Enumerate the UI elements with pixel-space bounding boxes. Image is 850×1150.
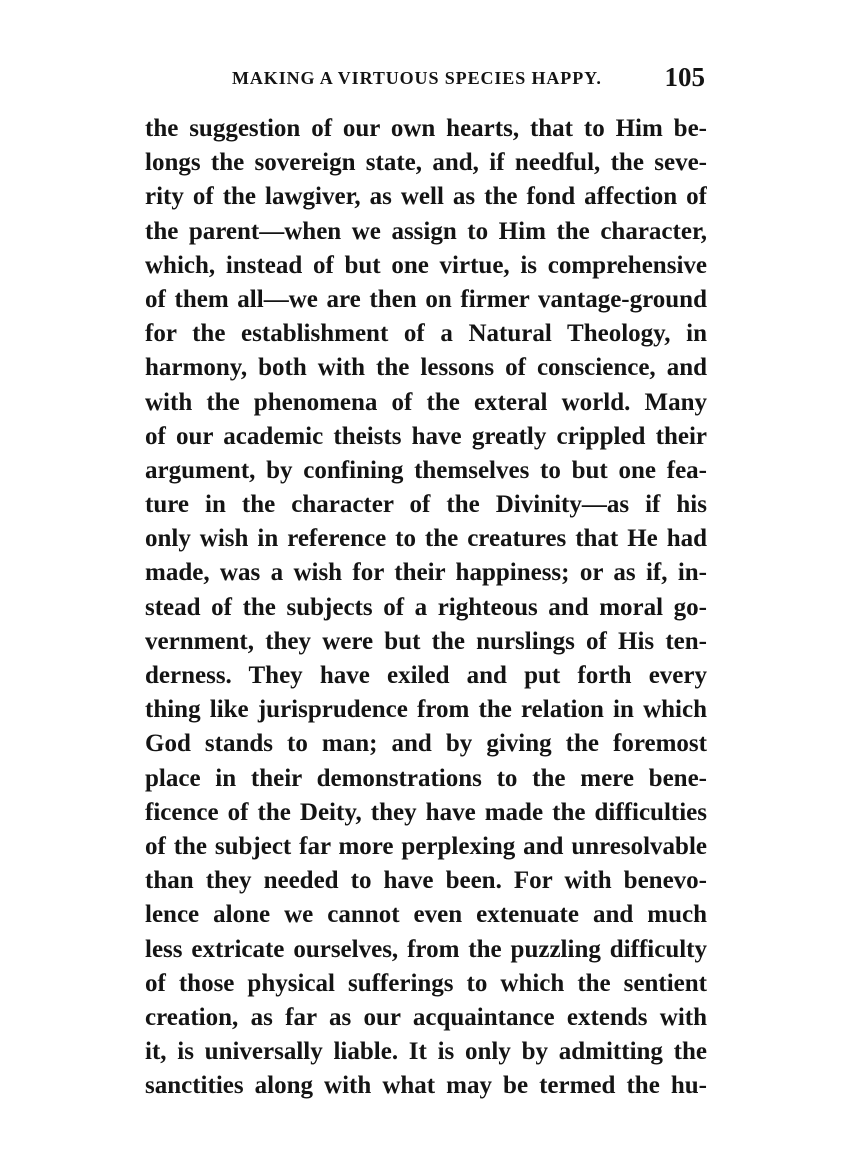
text-line: the parent—when we assign to Him the character, bbox=[145, 217, 707, 245]
text-line: stead of the subjects of a righteous and moral go- bbox=[145, 593, 707, 621]
text-line: of them all—we are then on firmer vantage-ground bbox=[145, 285, 707, 313]
running-title: MAKING A VIRTUOUS SPECIES HAPPY. bbox=[232, 68, 602, 88]
text-line: of those physical sufferings to which the sentient bbox=[145, 969, 707, 997]
text-line: only wish in reference to the creatures that He had bbox=[145, 525, 707, 553]
text-line: harmony, both with the lessons of conscience, and bbox=[145, 354, 707, 382]
text-line: thing like jurisprudence from the relation in which bbox=[145, 696, 707, 724]
page-number: 105 bbox=[664, 62, 705, 92]
text-line: sanctities along with what may be termed the hu- bbox=[145, 1072, 707, 1100]
text-line: of our academic theists have greatly crippled their bbox=[145, 422, 707, 450]
text-line: place in their demonstrations to the mere bene- bbox=[145, 764, 707, 792]
text-line: longs the sovereign state, and, if needful, the seve- bbox=[145, 149, 707, 177]
text-line: made, was a wish for their happiness; or as if, in- bbox=[145, 559, 707, 587]
text-line: vernment, they were but the nurslings of His ten- bbox=[145, 627, 707, 655]
text-line: creation, as far as our acquaintance extends with bbox=[145, 1003, 707, 1031]
text-line: rity of the lawgiver, as well as the fond affection of bbox=[145, 183, 707, 211]
text-line: derness. They have exiled and put forth every bbox=[145, 662, 707, 689]
text-line: which, instead of but one virtue, is comprehensive bbox=[145, 251, 707, 279]
text-line: argument, by confining themselves to but one fea- bbox=[145, 456, 707, 484]
text-line: for the establishment of a Natural Theology, in bbox=[145, 320, 707, 348]
text-line: ficence of the Deity, they have made the difficulties bbox=[145, 798, 707, 826]
body-text bbox=[145, 112, 707, 1103]
text-line: with the phenomena of the exteral world. Many bbox=[145, 388, 707, 416]
text-line: it, is universally liable. It is only by admitting the bbox=[145, 1038, 707, 1066]
text-line: lence alone we cannot even extenuate and much bbox=[145, 901, 707, 929]
text-line: of the subject far more perplexing and unresolvable bbox=[145, 832, 707, 860]
text-line: ture in the character of the Divinity—as if his bbox=[145, 491, 707, 519]
running-head bbox=[145, 62, 705, 102]
text-line: less extricate ourselves, from the puzzling difficulty bbox=[145, 935, 707, 963]
text-line: God stands to man; and by giving the foremost bbox=[145, 730, 707, 758]
text-line: the suggestion of our own hearts, that to Him be- bbox=[145, 115, 707, 142]
text-line: than they needed to have been. For with benevo- bbox=[145, 867, 707, 895]
